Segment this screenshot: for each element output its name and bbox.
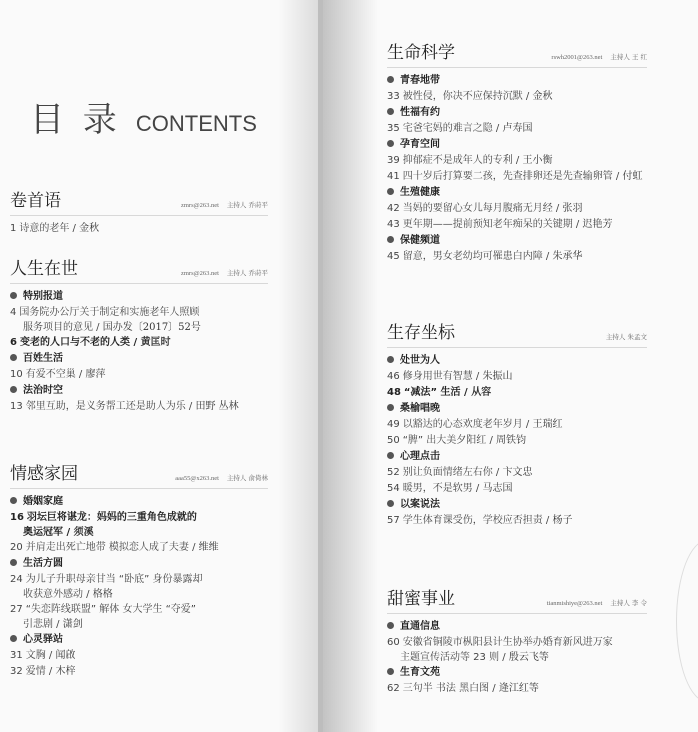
article-entry[interactable] bbox=[10, 540, 268, 556]
category-heading bbox=[387, 185, 647, 201]
category-heading bbox=[10, 556, 268, 572]
bullet-icon bbox=[10, 497, 17, 504]
category-label: 性福有约 bbox=[400, 107, 440, 118]
article-title: 四十岁后打算要二孩，先查排卵还是先查输卵管 bbox=[402, 171, 613, 182]
section-host: 主持人 朱孟文 bbox=[605, 333, 647, 341]
article-author: 朱承华 bbox=[552, 251, 583, 262]
section-host: 主持人 乔莳平 bbox=[226, 269, 268, 277]
section-tianmishiye bbox=[387, 584, 647, 697]
article-title: 邻里互助，是义务帮工还是助人为乐 bbox=[25, 401, 186, 412]
article-title: 国务院办公厅关于制定和实施老年人照顾 bbox=[19, 307, 200, 318]
bullet-icon bbox=[387, 76, 394, 83]
bullet-icon bbox=[387, 140, 394, 147]
section-meta bbox=[551, 52, 647, 63]
article-entry[interactable] bbox=[10, 335, 268, 351]
bullet-icon bbox=[10, 354, 17, 361]
category-label: 保健频道 bbox=[400, 235, 440, 246]
category-heading bbox=[387, 105, 647, 121]
author-separator: / bbox=[542, 251, 553, 262]
author-separator: / bbox=[489, 683, 499, 694]
article-author: 黄匡时 bbox=[140, 337, 171, 348]
section-item-list bbox=[10, 221, 268, 237]
page-number: 1 bbox=[10, 223, 17, 234]
bullet-icon bbox=[387, 500, 394, 507]
category-label: 生育文苑 bbox=[400, 667, 440, 678]
bullet-icon bbox=[387, 188, 394, 195]
section-host: 主持人 王 红 bbox=[610, 53, 647, 61]
author-separator: / bbox=[472, 483, 483, 494]
article-author: 金秋 bbox=[79, 223, 100, 234]
category-label: 特别报道 bbox=[23, 291, 63, 302]
section-shengcunzuobiao bbox=[387, 318, 647, 529]
section-email: zmrs@263.net bbox=[180, 270, 219, 277]
article-title: 留意，男女老幼均可罹患白内障 bbox=[402, 251, 543, 262]
article-title: 学生体育课受伤，学校应否担责 bbox=[402, 515, 543, 526]
section-title: 甜蜜事业 bbox=[387, 589, 455, 609]
author-separator: / bbox=[188, 542, 199, 553]
article-entry[interactable] bbox=[387, 121, 647, 137]
article-title-line2 bbox=[10, 526, 268, 540]
author-separator: / bbox=[185, 401, 196, 412]
category-heading bbox=[10, 351, 268, 367]
article-title-line2 bbox=[10, 321, 268, 335]
bullet-icon bbox=[387, 622, 394, 629]
article-author: 朱振山 bbox=[482, 371, 513, 382]
category-label: 百姓生活 bbox=[23, 353, 63, 364]
article-title-cont: 奥运冠军 bbox=[23, 527, 63, 538]
article-entry[interactable] bbox=[387, 385, 647, 401]
section-item-list bbox=[387, 73, 647, 265]
page-number: 54 bbox=[387, 483, 400, 494]
category-label: 桑榆唱晚 bbox=[400, 403, 440, 414]
section-email: zmrs@263.net bbox=[180, 202, 219, 209]
article-title: 当妈的要留心女儿每月腹痛无月经 bbox=[402, 203, 553, 214]
category-label: 心理点击 bbox=[400, 451, 440, 462]
article-author: 逄江红等 bbox=[498, 683, 539, 694]
bullet-icon bbox=[10, 292, 17, 299]
article-title: 更年期——提前预知老年痴呆的关键期 bbox=[402, 219, 573, 230]
article-author: 张羽 bbox=[562, 203, 583, 214]
section-meta bbox=[181, 268, 268, 279]
page-number: 4 bbox=[10, 307, 17, 318]
section-shengmingkexue bbox=[387, 38, 647, 265]
article-entry[interactable] bbox=[387, 201, 647, 217]
category-heading bbox=[387, 137, 647, 153]
category-label: 青春地带 bbox=[400, 75, 440, 86]
section-qingganjiayuan bbox=[10, 459, 268, 680]
page-number: 49 bbox=[387, 419, 400, 430]
article-entry[interactable] bbox=[10, 399, 268, 415]
section-email: aaa55@x263.net bbox=[175, 475, 219, 482]
page-number: 33 bbox=[387, 91, 400, 102]
bullet-icon bbox=[10, 386, 17, 393]
article-entry[interactable] bbox=[387, 513, 647, 529]
article-entry[interactable] bbox=[387, 417, 647, 433]
article-title-cont: 引悲剧 bbox=[23, 619, 53, 630]
category-heading bbox=[387, 233, 647, 249]
article-entry[interactable] bbox=[387, 153, 647, 169]
article-entry[interactable] bbox=[387, 635, 647, 665]
article-entry[interactable] bbox=[387, 481, 647, 497]
article-title: 为儿子升职母亲甘当 “卧底” 身份暴露却 bbox=[25, 574, 203, 585]
article-entry[interactable] bbox=[10, 510, 268, 540]
section-title: 人生在世 bbox=[10, 259, 78, 279]
bullet-icon bbox=[387, 236, 394, 243]
article-author: 田野 丛林 bbox=[195, 401, 239, 412]
category-heading bbox=[387, 353, 647, 369]
article-entry[interactable] bbox=[10, 664, 268, 680]
article-author: 王瑞红 bbox=[532, 419, 563, 430]
article-title: 并肩走出死亡地带 模拟恋人成了夫妻 bbox=[25, 542, 189, 553]
section-title: 生存坐标 bbox=[387, 323, 455, 343]
section-meta bbox=[547, 598, 647, 609]
article-title-cont: 收获意外感动 bbox=[23, 589, 83, 600]
category-heading bbox=[10, 632, 268, 648]
article-title: 变老的人口与不老的人类 bbox=[19, 337, 130, 348]
section-header bbox=[387, 584, 647, 614]
article-author: 卢寿国 bbox=[502, 123, 533, 134]
section-host: 主持人 李 令 bbox=[610, 599, 647, 607]
bullet-icon bbox=[387, 356, 394, 363]
section-title: 情感家园 bbox=[10, 464, 78, 484]
section-header bbox=[10, 459, 268, 489]
page-number: 16 bbox=[10, 512, 24, 523]
article-title: 修身用世有智慧 bbox=[402, 371, 473, 382]
article-author: 王小衡 bbox=[522, 155, 553, 166]
article-author: 付虹 bbox=[622, 171, 643, 182]
decorative-circle bbox=[676, 540, 698, 702]
page-number: 43 bbox=[387, 219, 400, 230]
category-label: 以案说法 bbox=[400, 499, 440, 510]
toc-title-en: CONTENTS bbox=[135, 111, 257, 136]
page-number: 50 bbox=[387, 435, 400, 446]
article-entry[interactable] bbox=[387, 433, 647, 449]
article-title: 被性侵，你决不应保持沉默 bbox=[402, 91, 523, 102]
category-heading bbox=[387, 497, 647, 513]
author-separator: / bbox=[512, 155, 523, 166]
category-heading bbox=[387, 449, 647, 465]
article-title: “脾” 出大美夕阳红 bbox=[402, 435, 487, 446]
article-author: 金秋 bbox=[532, 91, 553, 102]
page-number: 62 bbox=[387, 683, 400, 694]
article-title: 有爱不空巢 bbox=[25, 369, 76, 380]
author-separator: / bbox=[53, 619, 63, 630]
page-number: 42 bbox=[387, 203, 400, 214]
category-heading bbox=[10, 383, 268, 399]
page-number: 27 bbox=[10, 604, 23, 615]
category-label: 生活方圆 bbox=[23, 558, 63, 569]
author-separator: / bbox=[75, 369, 86, 380]
author-separator: / bbox=[93, 322, 103, 333]
article-entry[interactable] bbox=[10, 305, 268, 335]
author-separator: / bbox=[572, 219, 583, 230]
section-juanshouyu bbox=[10, 186, 268, 237]
article-title: 别让负面情绪左右你 bbox=[402, 467, 493, 478]
article-author: 周铁钧 bbox=[496, 435, 527, 446]
article-entry[interactable] bbox=[10, 572, 268, 602]
bullet-icon bbox=[10, 635, 17, 642]
author-separator: / bbox=[83, 589, 93, 600]
author-separator: / bbox=[486, 435, 497, 446]
section-item-list bbox=[10, 494, 268, 680]
article-entry[interactable] bbox=[387, 169, 647, 185]
category-heading bbox=[10, 289, 268, 305]
article-author: 木梓 bbox=[55, 666, 76, 677]
section-header bbox=[387, 318, 647, 348]
author-separator: / bbox=[460, 387, 472, 398]
author-separator: / bbox=[522, 419, 533, 430]
category-heading bbox=[387, 665, 647, 681]
article-title: 宅爸宅妈的难言之隐 bbox=[402, 123, 493, 134]
article-author: 迟艳芳 bbox=[582, 219, 613, 230]
page-number: 48 bbox=[387, 387, 401, 398]
section-meta bbox=[606, 332, 647, 343]
section-title: 卷首语 bbox=[10, 191, 61, 211]
article-author: 从容 bbox=[471, 387, 492, 398]
section-header bbox=[10, 254, 268, 284]
article-title: “减法” 生活 bbox=[403, 387, 461, 398]
author-separator: / bbox=[499, 652, 509, 663]
category-label: 生殖健康 bbox=[400, 187, 440, 198]
article-title: 诗意的老年 bbox=[19, 223, 70, 234]
page-number: 45 bbox=[387, 251, 400, 262]
author-separator: / bbox=[492, 123, 503, 134]
article-author: 廖萍 bbox=[85, 369, 106, 380]
article-title-line2 bbox=[387, 651, 647, 665]
category-label: 法治时空 bbox=[23, 385, 63, 396]
article-title-line2 bbox=[10, 588, 268, 602]
toc-title bbox=[30, 92, 257, 141]
page-number: 24 bbox=[10, 574, 23, 585]
author-separator: / bbox=[45, 650, 56, 661]
section-meta bbox=[181, 200, 268, 211]
article-title: 暖男，不是软男 bbox=[402, 483, 473, 494]
article-author: 潇剑 bbox=[62, 619, 83, 630]
section-item-list bbox=[387, 353, 647, 529]
article-title: 三句半 书法 黑白图 bbox=[402, 683, 490, 694]
category-label: 处世为人 bbox=[400, 355, 440, 366]
section-header bbox=[387, 38, 647, 68]
category-heading bbox=[387, 619, 647, 635]
article-title-cont: 服务项目的意见 bbox=[23, 322, 93, 333]
page-number: 6 bbox=[10, 337, 17, 348]
article-title: 爱情 bbox=[25, 666, 46, 677]
category-label: 婚姻家庭 bbox=[23, 496, 63, 507]
page-number: 13 bbox=[10, 401, 23, 412]
article-entry[interactable] bbox=[10, 367, 268, 383]
article-title: “失恋阵线联盟” 解体 女大学生 “夺爱” bbox=[25, 604, 196, 615]
article-title: 安徽省铜陵市枞阳县计生协举办婚育新风进万家 bbox=[402, 637, 613, 648]
article-entry[interactable] bbox=[387, 89, 647, 105]
author-separator: / bbox=[522, 91, 533, 102]
article-entry[interactable] bbox=[387, 217, 647, 233]
article-title: 抑郁症不是成年人的专利 bbox=[402, 155, 513, 166]
section-item-list bbox=[10, 289, 268, 415]
toc-title-cn: 目 录 bbox=[30, 100, 121, 140]
article-author: 维维 bbox=[198, 542, 219, 553]
page-number: 39 bbox=[387, 155, 400, 166]
section-host: 主持人 俞倚林 bbox=[226, 474, 268, 482]
article-title-cont: 主题宣传活动等 23 则 bbox=[400, 652, 500, 663]
page-number: 52 bbox=[387, 467, 400, 478]
page-number: 60 bbox=[387, 637, 400, 648]
page-number: 35 bbox=[387, 123, 400, 134]
author-separator: / bbox=[472, 371, 483, 382]
article-author: 须溪 bbox=[73, 527, 94, 538]
section-meta bbox=[175, 473, 268, 484]
page-number: 46 bbox=[387, 371, 400, 382]
author-separator: / bbox=[492, 467, 503, 478]
page-number: 20 bbox=[10, 542, 23, 553]
article-author: 马志国 bbox=[482, 483, 513, 494]
article-title: 文胸 bbox=[25, 650, 46, 661]
article-entry[interactable] bbox=[10, 648, 268, 664]
category-heading bbox=[387, 73, 647, 89]
bullet-icon bbox=[387, 452, 394, 459]
section-renshengzaishi bbox=[10, 254, 268, 415]
article-entry[interactable] bbox=[10, 602, 268, 632]
author-separator: / bbox=[612, 171, 623, 182]
page-number: 41 bbox=[387, 171, 400, 182]
bullet-icon bbox=[387, 668, 394, 675]
article-entry[interactable] bbox=[10, 221, 268, 237]
category-heading bbox=[387, 401, 647, 417]
article-author: 闻啟 bbox=[55, 650, 76, 661]
page-number: 10 bbox=[10, 369, 23, 380]
bullet-icon bbox=[387, 108, 394, 115]
article-entry[interactable] bbox=[387, 465, 647, 481]
article-title: 羽坛巨将谌龙：妈妈的三重角色成就的 bbox=[26, 512, 197, 523]
article-title: 以豁达的心态欢度老年岁月 bbox=[402, 419, 523, 430]
section-item-list bbox=[387, 619, 647, 697]
section-email: tianmishiye@263.net bbox=[546, 600, 603, 607]
author-separator: / bbox=[45, 666, 56, 677]
section-host: 主持人 乔莳平 bbox=[226, 201, 268, 209]
article-entry[interactable] bbox=[387, 369, 647, 385]
author-separator: / bbox=[69, 223, 80, 234]
section-email: rswh2001@263.net bbox=[551, 54, 603, 61]
bullet-icon bbox=[10, 559, 17, 566]
bullet-icon bbox=[387, 404, 394, 411]
article-author: 国办发〔2017〕52号 bbox=[102, 322, 201, 333]
author-separator: / bbox=[552, 203, 563, 214]
article-entry[interactable] bbox=[387, 249, 647, 265]
article-author: 殷云飞等 bbox=[508, 652, 549, 663]
article-title-line2 bbox=[10, 618, 268, 632]
page-number: 57 bbox=[387, 515, 400, 526]
article-author: 格格 bbox=[92, 589, 113, 600]
author-separator: / bbox=[542, 515, 553, 526]
author-separator: / bbox=[129, 337, 141, 348]
section-header bbox=[10, 186, 268, 216]
article-author: 卞文忠 bbox=[502, 467, 533, 478]
article-entry[interactable] bbox=[387, 681, 647, 697]
category-label: 心灵驿站 bbox=[23, 634, 63, 645]
article-author: 杨子 bbox=[552, 515, 573, 526]
page-number: 31 bbox=[10, 650, 23, 661]
category-label: 孕育空间 bbox=[400, 139, 440, 150]
category-heading bbox=[10, 494, 268, 510]
section-title: 生命科学 bbox=[387, 43, 455, 63]
author-separator: / bbox=[63, 527, 74, 538]
category-label: 直通信息 bbox=[400, 621, 440, 632]
page-number: 32 bbox=[10, 666, 23, 677]
